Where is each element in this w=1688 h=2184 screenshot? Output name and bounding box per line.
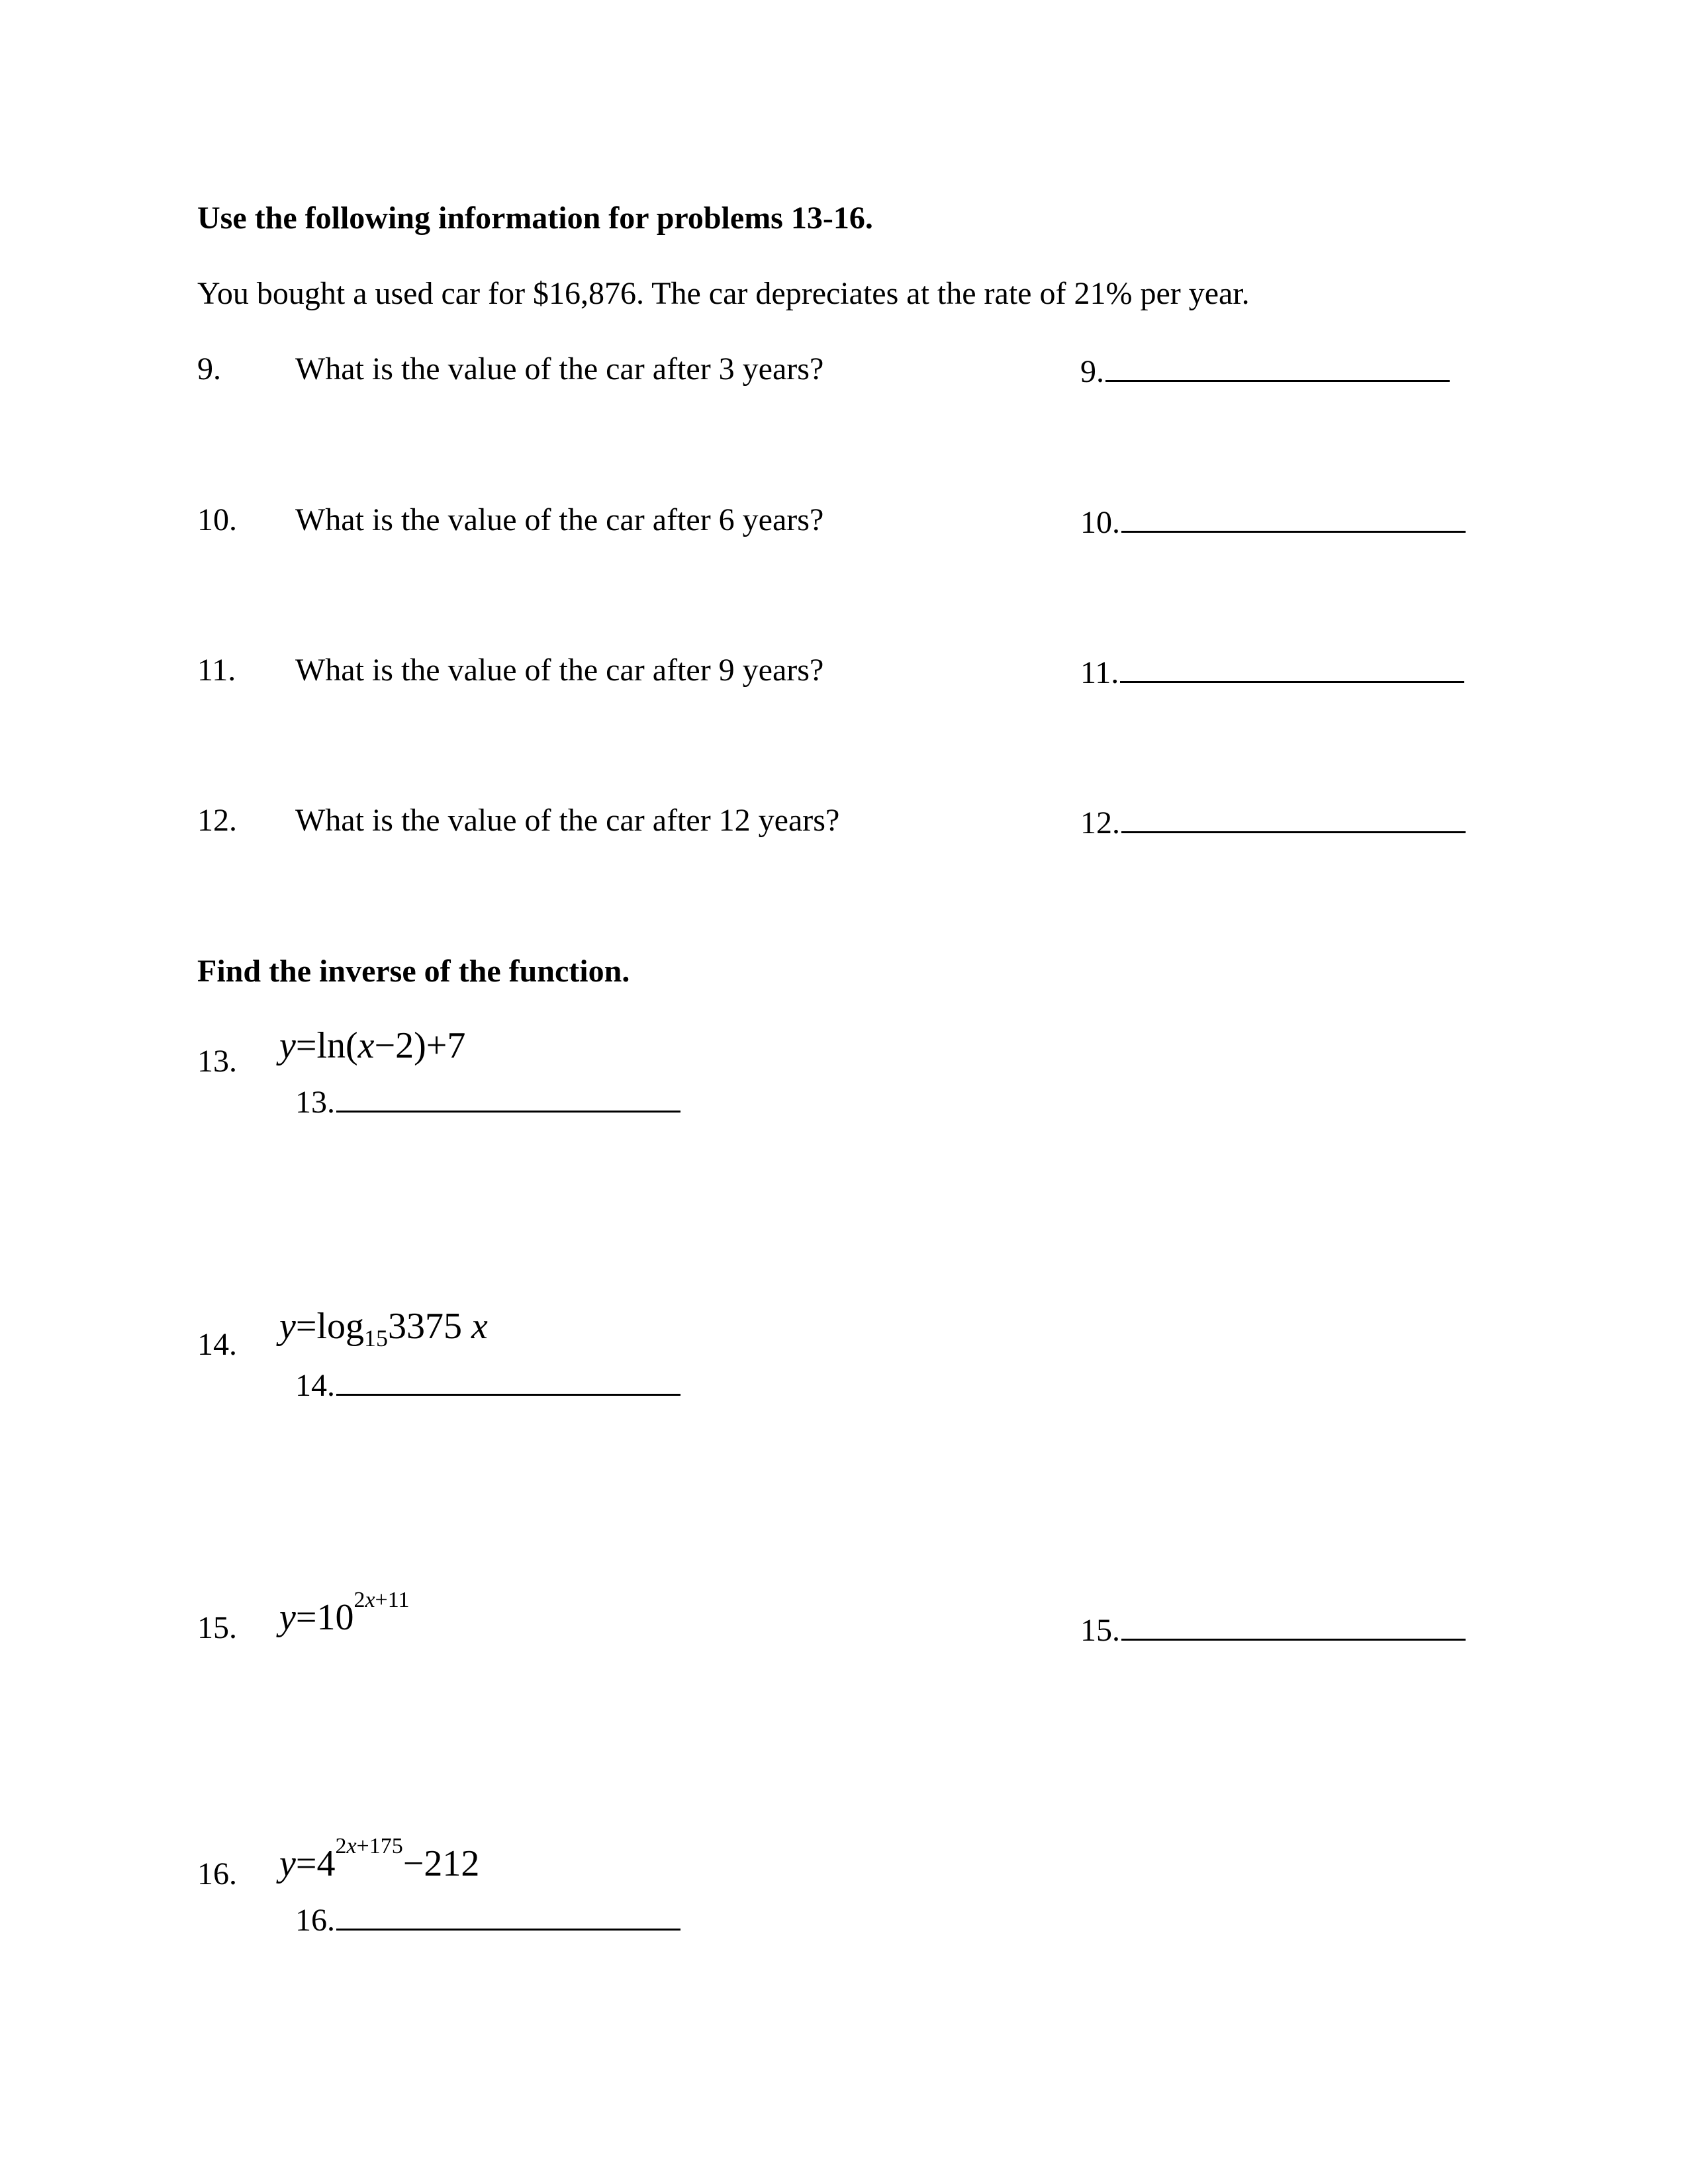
equation-16: $y=4^{2x+175}-212$	[279, 1834, 480, 1884]
answer-line[interactable]	[336, 1367, 680, 1396]
question-number: 9.	[197, 351, 221, 387]
answer-line[interactable]	[336, 1902, 680, 1931]
question-text: What is the value of the car after 12 years?	[295, 803, 840, 838]
question-text: What is the value of the car after 3 years?	[295, 351, 824, 387]
answer-label: 13.	[295, 1085, 335, 1120]
section-heading-depreciation: Use the following information for problems 13-16.	[197, 201, 873, 236]
answer-line[interactable]	[1105, 353, 1450, 382]
question-number: 13.	[197, 1044, 237, 1079]
question-number: 12.	[197, 803, 237, 838]
answer-blank-9[interactable]	[1080, 353, 1450, 388]
answer-label: 10.	[1080, 505, 1120, 540]
answer-blank-10[interactable]	[1080, 504, 1466, 539]
question-number: 10.	[197, 502, 237, 537]
answer-blank-12[interactable]	[1080, 805, 1466, 839]
answer-line[interactable]	[1120, 655, 1464, 683]
answer-line[interactable]	[1121, 504, 1466, 533]
question-text: What is the value of the car after 9 years?	[295, 653, 824, 688]
equation-15: $y=10^{2x+11}$	[279, 1588, 410, 1638]
answer-label: 14.	[295, 1368, 335, 1403]
answer-label: 15.	[1080, 1613, 1120, 1648]
question-number: 14.	[197, 1327, 237, 1362]
answer-line[interactable]	[1121, 1612, 1466, 1641]
question-number: 15.	[197, 1610, 237, 1645]
answer-line[interactable]	[336, 1084, 680, 1113]
question-number: 11.	[197, 653, 236, 688]
answer-line[interactable]	[1121, 805, 1466, 833]
equation-13: y=ln(x−2)+7	[279, 1025, 466, 1066]
answer-label: 16.	[295, 1903, 335, 1938]
question-text: What is the value of the car after 6 years?	[295, 502, 824, 537]
answer-blank-14[interactable]	[295, 1367, 680, 1402]
problem-intro: You bought a used car for $16,876. The car depreciates at the rate of 21% per year.	[197, 276, 1250, 311]
answer-label: 9.	[1080, 354, 1104, 389]
answer-blank-13[interactable]	[295, 1084, 680, 1118]
answer-blank-16[interactable]	[295, 1902, 680, 1936]
answer-blank-11[interactable]	[1080, 655, 1464, 689]
answer-label: 12.	[1080, 805, 1120, 841]
question-number: 16.	[197, 1856, 237, 1891]
section-heading-inverse: Find the inverse of the function.	[197, 954, 630, 989]
answer-blank-15[interactable]	[1080, 1612, 1466, 1647]
equation-14: $y=\log_{15}3375$ x	[279, 1306, 488, 1351]
answer-label: 11.	[1080, 655, 1119, 690]
